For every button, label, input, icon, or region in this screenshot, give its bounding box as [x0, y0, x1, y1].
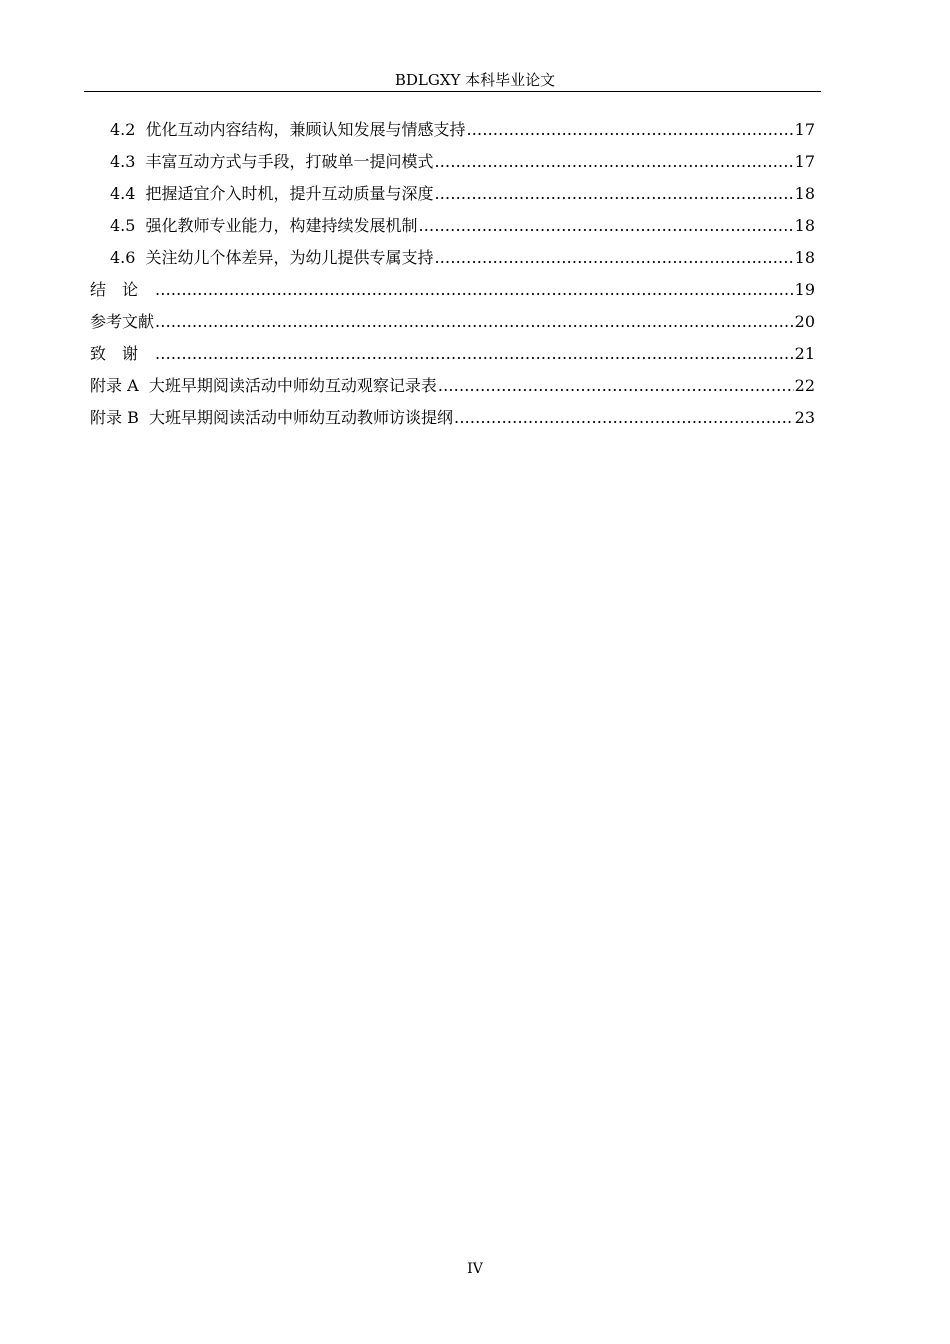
page-number: IV [467, 1261, 483, 1277]
running-header: BDLGXY 本科毕业论文 [394, 71, 556, 89]
toc-entry-page: 18 [794, 248, 815, 267]
toc-entry[interactable] [110, 149, 815, 175]
dot-leader [434, 181, 793, 207]
toc-entry-title: 附录 A 大班早期阅读活动中师幼互动观察记录表 [90, 376, 437, 395]
toc-entry-title: 参考文献 [90, 312, 155, 331]
toc-entry-page: 17 [794, 152, 815, 171]
dot-leader [418, 213, 793, 239]
toc-entry[interactable] [90, 341, 815, 367]
toc-entry[interactable] [90, 373, 815, 399]
toc-entry[interactable] [90, 277, 815, 303]
dot-leader [155, 341, 794, 367]
dot-leader [155, 309, 794, 335]
toc-entry[interactable] [90, 309, 815, 335]
toc-entry-title: 结论 [90, 280, 155, 299]
dot-leader [466, 117, 793, 143]
dot-leader [155, 277, 794, 303]
header-rule [84, 91, 821, 92]
toc-entry-page: 19 [794, 280, 815, 299]
toc-entry-page: 22 [794, 376, 815, 395]
toc-entry[interactable] [110, 245, 815, 271]
toc-entry-number: 4.4 [110, 184, 136, 203]
dot-leader [438, 373, 794, 399]
toc-entry-title: 丰富互动方式与手段，打破单一提问模式 [145, 152, 434, 171]
dot-leader [454, 405, 794, 431]
toc-entry[interactable] [110, 181, 815, 207]
toc-entry-title: 把握适宜介入时机，提升互动质量与深度 [145, 184, 434, 203]
dot-leader [434, 149, 793, 175]
toc-entry-page: 20 [794, 312, 815, 331]
toc-entry-page: 18 [794, 184, 815, 203]
toc-entry-title: 附录 B 大班早期阅读活动中师幼互动教师访谈提纲 [90, 408, 454, 427]
toc-entry-number: 4.3 [110, 152, 136, 171]
toc-entry-title: 关注幼儿个体差异，为幼儿提供专属支持 [145, 248, 434, 267]
toc-entry-number: 4.6 [110, 248, 136, 267]
toc-entry-page: 23 [794, 408, 815, 427]
toc-entry[interactable] [110, 117, 815, 143]
toc-entry-page: 18 [794, 216, 815, 235]
toc-entry-page: 21 [794, 344, 815, 363]
toc-entry[interactable] [90, 405, 815, 431]
toc-entry-number: 4.2 [110, 120, 136, 139]
dot-leader [434, 245, 793, 271]
toc-entry-title: 优化互动内容结构，兼顾认知发展与情感支持 [145, 120, 466, 139]
toc-entry-page: 17 [794, 120, 815, 139]
toc-entry[interactable] [110, 213, 815, 239]
toc-entry-title: 致谢 [90, 344, 155, 363]
toc-entry-number: 4.5 [110, 216, 136, 235]
toc-entry-title: 强化教师专业能力，构建持续发展机制 [145, 216, 418, 235]
